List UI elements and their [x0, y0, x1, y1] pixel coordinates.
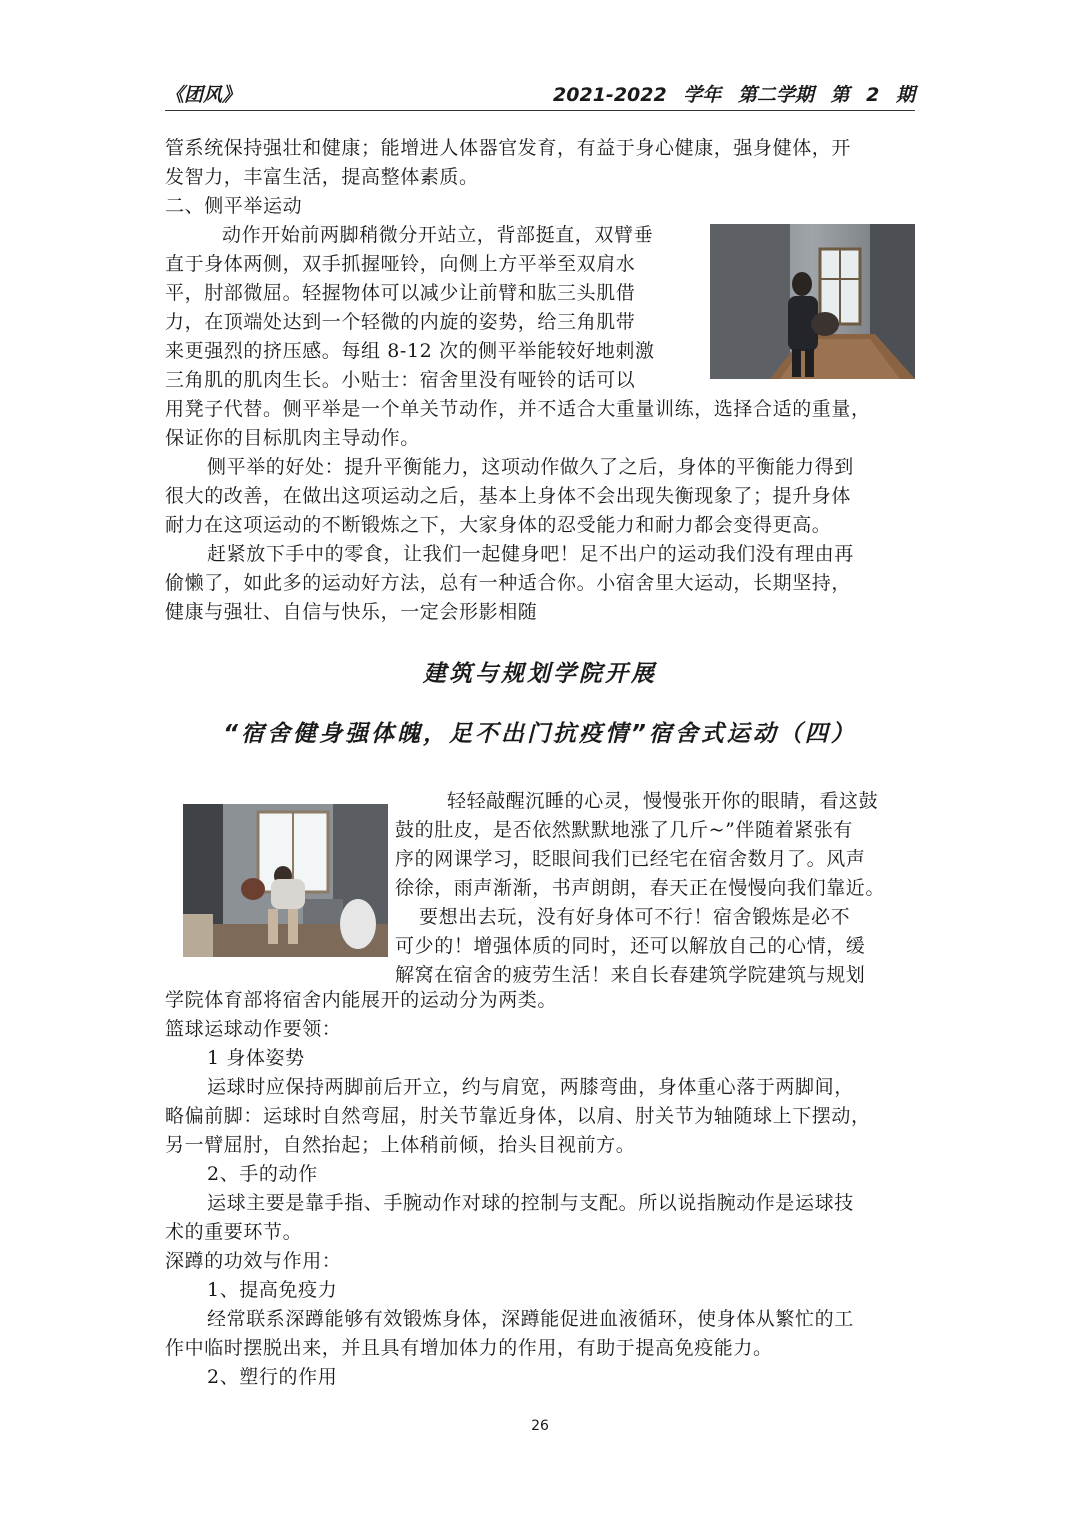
text-line: 平，肘部微屈。轻握物体可以减少让前臂和肱三头肌借 [165, 282, 636, 304]
article-title-line-1: 建筑与规划学院开展 [423, 661, 657, 687]
text-line: 管系统保持强壮和健康；能增进人体器官发育，有益于身心健康，强身健体，开 [165, 137, 852, 159]
section-heading: 二、侧平举运动 [165, 195, 303, 217]
subsection-heading: 篮球运球动作要领： [165, 1018, 342, 1040]
journal-title: 《团风》 [165, 84, 242, 106]
text-line: 耐力在这项运动的不断锻炼之下，大家身体的忍受能力和耐力都会变得更高。 [165, 514, 832, 536]
text-line: 用凳子代替。侧平举是一个单关节动作，并不适合大重量训练，选择合适的重量， [165, 398, 871, 420]
text-line: 偷懒了，如此多的运动好方法，总有一种适合你。小宿舍里大运动，长期坚持， [165, 572, 852, 594]
page-header [165, 78, 915, 111]
text-line: 解窝在宿舍的疲劳生活！来自长春建筑学院建筑与规划 [395, 964, 866, 986]
text-line: 保证你的目标肌肉主导动作。 [165, 427, 420, 449]
text-line: 经常联系深蹲能够有效锻炼身体，深蹲能促进血液循环，使身体从繁忙的工 [207, 1308, 854, 1330]
item-heading: 1 身体姿势 [207, 1047, 305, 1069]
item-heading: 1、提高免疫力 [207, 1279, 338, 1301]
text-line: 学院体育部将宿舍内能展开的运动分为两类。 [165, 989, 558, 1011]
text-line: 要想出去玩，没有好身体可不行！宿舍锻炼是必不 [419, 906, 851, 928]
text-line: 可少的！增强体质的同时，还可以解放自己的心情，缓 [395, 935, 866, 957]
intro-paragraph [165, 134, 915, 221]
text-line: 发智力，丰富生活，提高整体素质。 [165, 166, 479, 188]
text-line: 运球主要是靠手指、手腕动作对球的控制与支配。所以说指腕动作是运球技 [207, 1192, 854, 1214]
item-heading: 2、塑行的作用 [207, 1366, 338, 1388]
issue-info: 2021-2022 学年 第二学期 第 2 期 [553, 84, 915, 106]
text-line: 另一臂屈肘，自然抬起；上体稍前倾，抬头目视前方。 [165, 1134, 636, 1156]
page-number: 26 [531, 1418, 549, 1434]
text-line: 术的重要环节。 [165, 1221, 303, 1243]
article-intro-paragraph [395, 787, 915, 990]
text-line: 力，在顶端处达到一个轻微的内旋的姿势，给三角肌带 [165, 311, 636, 333]
item-heading: 2、手的动作 [207, 1163, 318, 1185]
text-line: 来更强烈的挤压感。每组 8-12 次的侧平举能较好地刺激 [165, 340, 655, 362]
text-line: 运球时应保持两脚前后开立，约与肩宽，两膝弯曲，身体重心落于两脚间， [207, 1076, 854, 1098]
text-line: 轻轻敲醒沉睡的心灵，慢慢张开你的眼睛，看这鼓 [447, 790, 879, 812]
lateral-raise-continued [165, 395, 915, 627]
text-line: 健康与强壮、自信与快乐，一定会形影相随 [165, 601, 538, 623]
article-body [165, 986, 915, 1392]
subsection-heading: 深蹲的功效与作用： [165, 1250, 342, 1272]
dorm-exercise-photo-2 [183, 804, 388, 957]
text-line: 徐徐，雨声渐渐，书声朗朗，春天正在慢慢向我们靠近。 [395, 877, 886, 899]
article-title-line-2: “宿舍健身强体魄，足不出门抗疫情”宿舍式运动（四） [223, 721, 857, 747]
text-line: 动作开始前两脚稍微分开站立，背部挺直，双臂垂 [222, 224, 654, 246]
dorm-exercise-photo-1 [710, 224, 915, 379]
text-line: 略偏前脚：运球时自然弯屈，肘关节靠近身体，以肩、肘关节为轴随球上下摆动， [165, 1105, 871, 1127]
lateral-raise-paragraph [165, 221, 705, 395]
text-line: 很大的改善，在做出这项运动之后，基本上身体不会出现失衡现象了；提升身体 [165, 485, 852, 507]
text-line: 作中临时摆脱出来，并且具有增加体力的作用，有助于提高免疫能力。 [165, 1337, 773, 1359]
text-line: 侧平举的好处：提升平衡能力，这项动作做久了之后，身体的平衡能力得到 [207, 456, 854, 478]
text-line: 三角肌的肌肉生长。小贴士：宿舍里没有哑铃的话可以 [165, 369, 636, 391]
text-line: 赶紧放下手中的零食，让我们一起健身吧！足不出户的运动我们没有理由再 [207, 543, 854, 565]
text-line: 直于身体两侧，双手抓握哑铃，向侧上方平举至双肩水 [165, 253, 636, 275]
text-line: 鼓的肚皮，是否依然默默地涨了几斤~”伴随着紧张有 [395, 819, 854, 841]
text-line: 序的网课学习，眨眼间我们已经宅在宿舍数月了。风声 [395, 848, 866, 870]
